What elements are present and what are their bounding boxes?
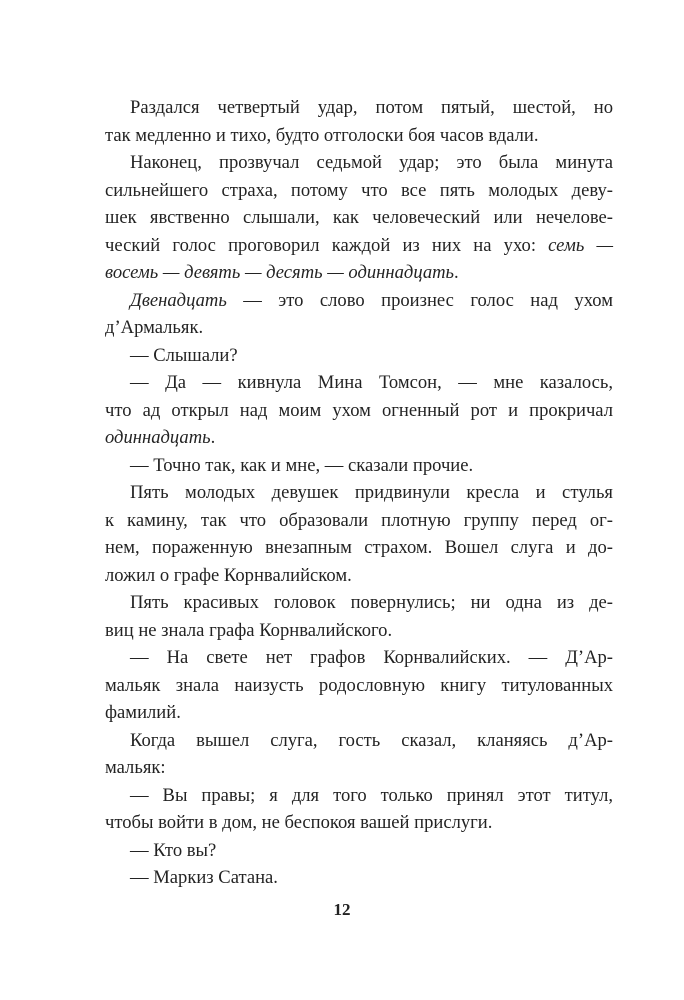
text-segment: Пять молодых девушек придвинули кресла и стулья: [130, 482, 613, 503]
text-segment: — Да — кивнула Мина Томсон, — мне казалось,: [130, 372, 613, 393]
text-line: [105, 727, 613, 755]
text-segment: — Слышали?: [130, 344, 238, 366]
text-line: [105, 314, 613, 342]
text-line: [105, 177, 613, 205]
text-segment: — Вы правы; я для того только принял этот титул,: [130, 784, 613, 806]
text-segment: мальяк:: [105, 757, 166, 778]
text-line: [105, 479, 613, 507]
paragraph: [105, 479, 613, 589]
text-line: [105, 562, 613, 590]
text-line: [105, 507, 613, 535]
paragraph: [105, 589, 613, 644]
text-line: [105, 232, 613, 260]
text-segment: .: [454, 262, 459, 283]
text-line: [105, 122, 613, 150]
text-segment: — Маркиз Сатана.: [130, 867, 278, 888]
text-line: [105, 617, 613, 645]
text-line: [105, 782, 613, 810]
text-segment: — это слово произнес голос над ухом: [226, 289, 613, 311]
text-line: [105, 644, 613, 672]
paragraph: [105, 94, 613, 149]
text-segment: — На свете нет графов Корнвалийских. — Д’Ар-: [130, 647, 613, 668]
text-line: [105, 94, 613, 122]
text-line: [105, 837, 613, 865]
text-segment: ложил о графе Корнвалийском.: [105, 564, 352, 586]
italic-text: Двенадцать: [130, 289, 227, 311]
paragraph: [105, 864, 613, 892]
paragraph: [105, 644, 613, 727]
text-segment: чтобы войти в дом, не беспокоя вашей прислуги.: [105, 812, 493, 833]
paragraph: [105, 149, 613, 287]
text-line: [105, 369, 613, 397]
page-body-text: [105, 94, 613, 892]
text-segment: — Точно так, как и мне, — сказали прочие.: [130, 454, 474, 476]
text-line: [105, 259, 613, 287]
paragraph: [105, 452, 613, 480]
paragraph: [105, 369, 613, 452]
italic-text: восемь — девять — десять — одиннадцать: [105, 262, 455, 283]
paragraph: [105, 782, 613, 837]
text-line: [105, 287, 613, 315]
text-segment: шек явственно слышали, как человеческий или нечелове-: [105, 207, 613, 228]
text-segment: — Кто вы?: [130, 839, 217, 861]
text-segment: нем, пораженную внезапным страхом. Вошел слуга и до-: [105, 537, 613, 558]
page-number: 12: [333, 900, 351, 919]
text-segment: Раздался четвертый удар, потом пятый, шестой, но: [130, 97, 613, 118]
text-segment: .: [210, 427, 216, 448]
text-line: [105, 754, 613, 782]
text-line: [105, 452, 613, 480]
text-segment: ческий голос проговорил каждой из них на ухо:: [105, 234, 549, 256]
italic-text: семь —: [548, 234, 613, 256]
text-segment: д’Армальяк.: [105, 317, 204, 338]
text-segment: мальяк знала наизусть родословную книгу титулованных: [105, 674, 613, 696]
text-line: [105, 397, 613, 425]
text-line: [105, 204, 613, 232]
text-line: [105, 534, 613, 562]
paragraph: [105, 287, 613, 342]
italic-text: одиннадцать: [105, 427, 211, 448]
text-line: [105, 809, 613, 837]
text-line: [105, 672, 613, 700]
paragraph: [105, 727, 613, 782]
text-segment: к камину, так что образовали плотную группу перед ог-: [105, 509, 613, 531]
text-segment: Наконец, прозвучал седьмой удар; это была минута: [130, 152, 613, 173]
text-line: [105, 149, 613, 177]
text-segment: так медленно и тихо, будто отголоски боя часов вдали.: [105, 124, 539, 146]
text-segment: сильнейшего страха, потому что все пять молодых деву-: [105, 179, 613, 201]
text-line: [105, 699, 613, 727]
paragraph: [105, 342, 613, 370]
text-line: [105, 864, 613, 892]
text-segment: фамилий.: [105, 702, 181, 723]
text-segment: виц не знала графа Корнвалийского.: [105, 619, 393, 641]
text-line: [105, 589, 613, 617]
text-segment: Когда вышел слуга, гость сказал, кланяясь д’Ар-: [130, 729, 613, 751]
text-line: [105, 342, 613, 370]
text-line: [105, 424, 613, 452]
text-segment: Пять красивых головок повернулись; ни одна из де-: [130, 592, 613, 613]
paragraph: [105, 837, 613, 865]
text-segment: что ад открыл над моим ухом огненный рот и прокричал: [105, 399, 613, 421]
